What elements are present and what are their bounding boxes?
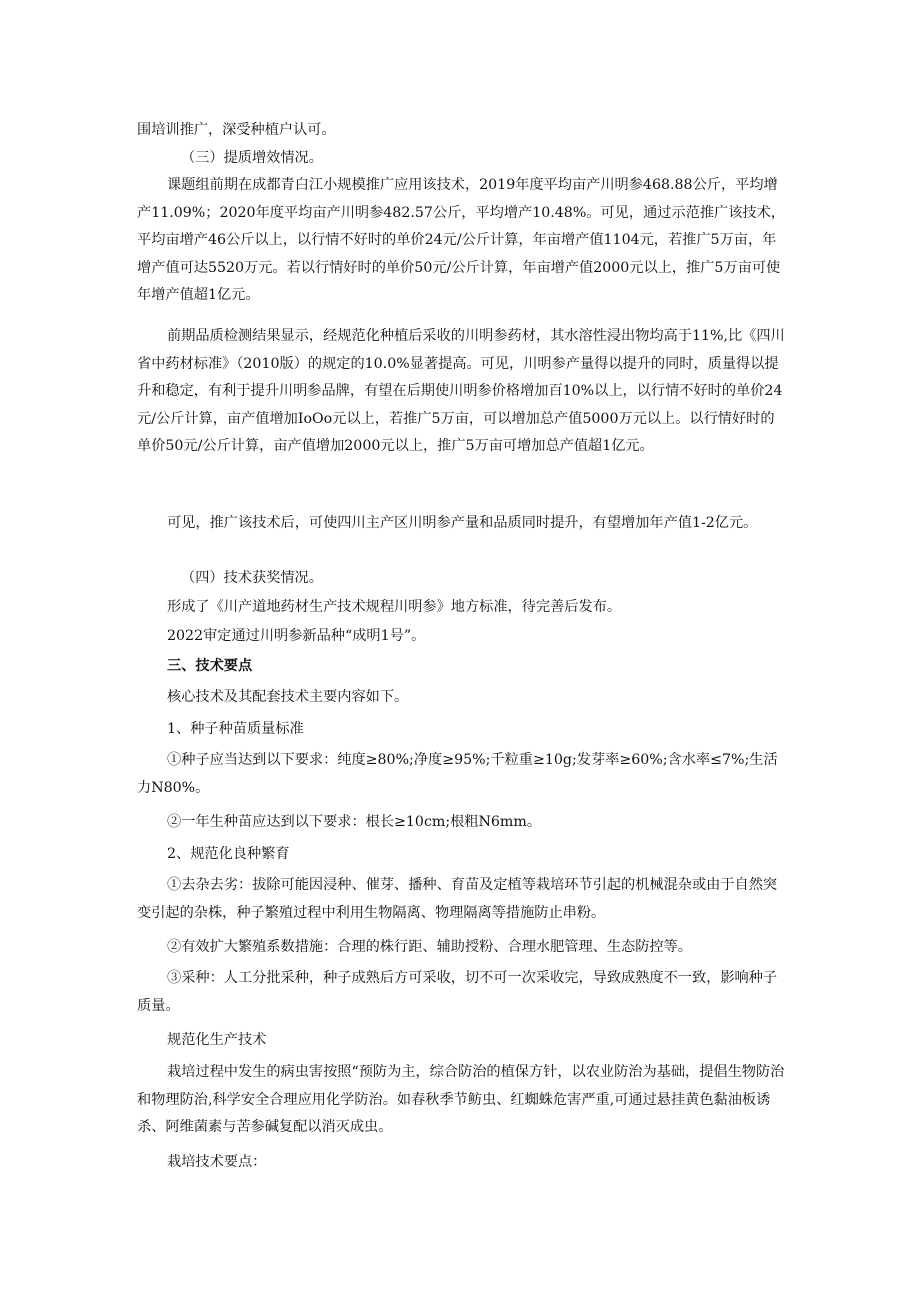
subheading-seed-breeding: 2、规范化良种繁育 <box>167 846 290 862</box>
list-item: ①种子应当达到以下要求：纯度≥80%;净度≥95%;千粒重≥10g;发芽率≥60%;含水率≤7%;生活力N80%。 <box>137 752 778 796</box>
paragraph: 2022审定通过川明参新品种“成明1号”。 <box>167 628 426 644</box>
paragraph: 形成了《川产道地药材生产技术规程川明参》地方标准，待完善后发布。 <box>167 599 622 615</box>
section-heading-awards: （四）技术获奖情况。 <box>181 570 323 586</box>
list-item: ②有效扩大繁殖系数措施：合理的株行距、辅助授粉、合理水肥管理、生态防控等。 <box>167 939 692 955</box>
subheading-production: 规范化生产技术 <box>167 1032 267 1048</box>
list-item: ①去杂去劣：拔除可能因浸种、催芽、播种、育苗及定植等栽培环节引起的机械混杂或由于自然突变引起的杂株，种子繁殖过程中利用生物隔离、物理隔离等措施防止串粉。 <box>137 877 778 921</box>
section-heading-technical-points: 三、技术要点 <box>167 658 253 674</box>
list-item: ③采种：人工分批采种，种子成熟后方可采收，切不可一次采收完，导致成熟度不一致，影响种子质量。 <box>137 970 778 1014</box>
subheading-seed-standard: 1、种子种苗质量标准 <box>167 721 304 737</box>
section-heading-quality-efficiency: （三）提质增效情况。 <box>181 150 323 166</box>
paragraph: 前期品质检测结果显示，经规范化种植后采收的川明参药材，其水溶性浸出物均高于11%,比《四川省中药材标准》（2010版）的规定的10.0%显著提高。可见，川明参产量得以提升的同时，质量得以提升和稳定，有利于提升川明参品牌，有望在后期使川明参价格增加百10%以上，以行情不好时的单价24元/公斤计算，亩产值增加IoOo元以上，若推广5万亩，可以增加总产值5000万元以上。以行情好时的单价50元/公斤计算，亩产值增加2000元以上，推广5万亩可增加总产值超1亿元。 <box>137 328 785 454</box>
list-item: ②一年生种苗应达到以下要求：根长≥10cm;根粗N6mm。 <box>167 814 542 830</box>
paragraph: 栽培技术要点： <box>167 1154 267 1170</box>
paragraph: 可见，推广该技术后，可使四川主产区川明参产量和品质同时提升，有望增加年产值1-2亿元。 <box>167 515 758 531</box>
paragraph: 围培训推广，深受种植户认可。 <box>137 122 336 138</box>
paragraph: 栽培过程中发生的病虫害按照“预防为主，综合防治的植保方针，以农业防治为基础，提倡生物防治和物理防治,科学安全合理应用化学防治。如春秋季节鲂虫、红蜘蛛危害严重,可通过悬挂黄色黏油板诱杀、阿维菌素与苦参碱复配以消灭成虫。 <box>137 1064 785 1135</box>
paragraph: 核心技术及其配套技术主要内容如下。 <box>167 689 409 705</box>
paragraph: 课题组前期在成都青白江小规模推广应用该技术，2019年度平均亩产川明参468.88公斤，平均增产11.09%；2020年度平均亩产川明参482.57公斤，平均增产10.48%。可见，通过示范推广该技术，平均亩增产46公斤以上，以行情不好时的单价24元/公斤计算，年亩增产值1104元，若推广5万亩，年增产值可达5520万元。若以行情好时的单价50元/公斤计算，年亩增产值2000元以上，推广5万亩可使年增产值超1亿元。 <box>137 177 785 303</box>
